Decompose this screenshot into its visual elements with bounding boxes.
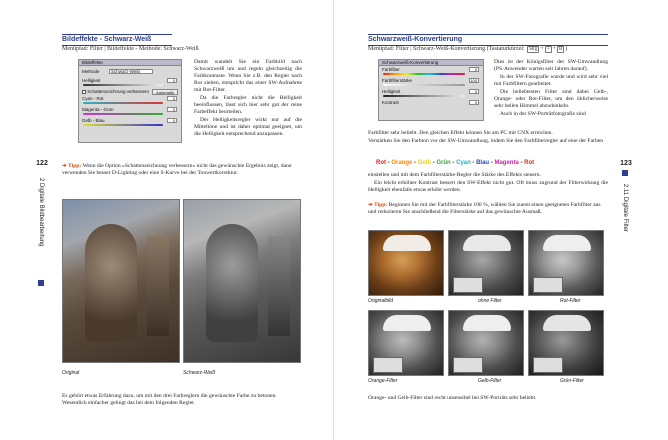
- portrait-green-filter: [528, 310, 604, 376]
- tip-text: Beginnen Sie mit der Farbfilterstärke 100 %, wählen Sie zuerst einen geeigneten Farbfilter aus und reduzieren Sie anschließend die Filterstärke auf das gewünschte Ausmaß.: [368, 202, 601, 215]
- yellow-blue-slider[interactable]: [83, 124, 163, 126]
- row-label: Cyan - Rot: [82, 96, 104, 101]
- chapter-marker: [622, 170, 628, 176]
- bildeffekte-dialog: [78, 59, 182, 143]
- menu-path: Menüpfad: Filter | Schwarz-Weiß-Konvertierung (Tastaturkürzel: Strg + + + B ): [368, 46, 568, 52]
- color-word: Rot: [524, 160, 535, 166]
- portrait-yellow-filter: [448, 310, 524, 376]
- caption: ohne Filter: [478, 298, 502, 304]
- value-box[interactable]: 0: [167, 96, 177, 101]
- paragraph: Farbfilter sehr beliebt. Den gleichen Effekt können Sie am PC mit CNX erreichen.: [368, 130, 553, 136]
- row-label: Farbfilterstärke: [382, 78, 413, 83]
- magenta-green-slider[interactable]: [83, 113, 163, 115]
- key-b: B: [558, 47, 563, 52]
- portrait-original: [368, 230, 444, 296]
- paragraph: einstellen und mit dem Farbfilterstärke-Regler die Stärke des Effekts steuern.: [368, 172, 541, 178]
- row-label: Kontrast: [382, 100, 399, 105]
- color-word: Blau: [476, 160, 490, 166]
- color-word: Grün: [436, 160, 451, 166]
- menu-path-text: Menüpfad: Filter | Schwarz-Weiß-Konvertierung (Tastaturkürzel:: [368, 46, 525, 52]
- caption-original: Original: [62, 370, 80, 376]
- original-photo: [62, 199, 180, 363]
- dialog-title: Schwarzweiß-Konvertierung: [379, 60, 483, 66]
- paragraph: Verstärken Sie den Farbton vor der SW-Umwandlung, indem Sie den Farbfilterregler auf eine der Farben: [368, 138, 604, 144]
- paragraph: Ein leicht erhöhter Kontrast bessert den SW-Effekt nicht gut. Oft muss zugrund der Filterwirkung die Helligkeit ebenfalls etwas erhöht werden.: [368, 180, 608, 193]
- caption-bw: Schwarz-Weiß: [183, 370, 216, 376]
- page-number: 123: [620, 160, 632, 167]
- paragraph: Die beliebtesten Filter sind dabei Gelb-, Orange- oder Rot-Filter, um den üblicherweise sehr hellen Himmel abzudunkeln.: [494, 89, 608, 109]
- paragraph: Dies ist der Königsfilter der SW-Umwandlung (PS-Anwender warten seit Jahren darauf).: [494, 59, 608, 72]
- body-text-2: [368, 172, 608, 195]
- tip-arrow-icon: ➔: [62, 163, 68, 169]
- section-heading: Schwarzweiß-Konvertierung: [368, 34, 608, 46]
- value-box[interactable]: 0: [167, 78, 177, 83]
- paragraph: Auch in der SW-Porträtfotografie sind: [500, 111, 586, 117]
- portrait-orange-filter: [368, 310, 444, 376]
- color-word-line: Rot - Orange - Gelb - Grün - Cyan - Blau - Magenta - Rot: [376, 160, 535, 166]
- tip-block: [368, 202, 608, 216]
- footer-text: Orange- und Gelb-Filter sind recht unsensibel bei SW-Porträts sehr beliebt.: [368, 395, 537, 401]
- value-box[interactable]: 100: [470, 78, 477, 83]
- key-strg: Strg: [529, 47, 538, 52]
- tip-label: Tipp:: [373, 202, 388, 208]
- tip-label: Tipp:: [67, 163, 82, 169]
- row-label: Gelb - Blau: [82, 118, 105, 123]
- color-word: Orange: [391, 160, 413, 166]
- brightness-slider[interactable]: [83, 84, 163, 86]
- dialog-title: Bildeffekte: [79, 60, 181, 66]
- caption: Gelb-Filter: [478, 378, 502, 384]
- auto-button[interactable]: Automatik: [152, 89, 178, 95]
- chapter-marker: [38, 280, 44, 286]
- body-text: [368, 130, 608, 146]
- menu-path: Menüpfad: Filter | Bildeffekte - Methode: Schwarz-Weiß: [62, 46, 199, 52]
- color-word: Magenta: [494, 160, 519, 166]
- caption: Grün-Filter: [560, 378, 584, 384]
- value-box[interactable]: 0: [167, 118, 177, 123]
- section-heading: Bildeffekte - Schwarz-Weiß: [62, 34, 172, 46]
- sw-konvertierung-dialog: [378, 59, 484, 121]
- caption: Originalbild: [368, 298, 394, 304]
- paragraph: Der Helligkeitsregler wirkt nur auf die Mitteltöne und ist daher optimal geeignet, um die Helligkeit entsprechend anzupassen.: [194, 117, 302, 137]
- value-box[interactable]: 0: [469, 100, 479, 105]
- checkbox[interactable]: [82, 90, 86, 94]
- tip-arrow-icon: ➔: [368, 202, 374, 208]
- row-label: Helligkeit: [82, 78, 101, 83]
- tip-block: [62, 163, 302, 177]
- portrait-no-filter: [448, 230, 524, 296]
- method-label: Methode: [82, 69, 100, 74]
- running-head: 2.11 Digitale Filter: [622, 184, 628, 232]
- right-page: [334, 0, 668, 440]
- brightness-slider[interactable]: [383, 95, 465, 97]
- right-margin: [616, 150, 636, 290]
- tip-text: Wenn die Option »Schattenzeichnung verbessern« nicht das gewünschte Ergebnis zeigt, dann verwenden Sie besser D-Lighting oder eine S-Kurve bei der Tonwertkorrektur.: [62, 163, 292, 176]
- page-number: 122: [36, 160, 48, 167]
- bw-photo: [183, 199, 301, 363]
- color-word: Cyan: [456, 160, 471, 166]
- paragraph: In der SW-Fotografie wurde und wird sehr viel mit Farbfiltern gearbeitet.: [494, 74, 608, 87]
- row-label: Magenta - Grün: [82, 107, 114, 112]
- row-label: Schattenzeichnung verbessern: [87, 89, 150, 94]
- portrait-red-filter: [528, 230, 604, 296]
- body-text: [194, 59, 302, 139]
- running-head: 2 Digitale Bildbearbeitung: [38, 178, 44, 247]
- paragraph: Damit wandelt Sie ein Farbbild nach Schwarzweiß um und regeln gleichzeitig die Farbkontraste. Wenn Sie z.B. den Regler nach Rot ziehen, entspricht das einer SW-Aufnahme mit Rot-Filter.: [194, 59, 302, 93]
- color-word: Gelb: [417, 160, 432, 166]
- side-text: [494, 59, 608, 119]
- row-label: Farbfilter: [382, 67, 400, 72]
- row-label: Helligkeit: [382, 89, 401, 94]
- paragraph: Da die Farbregler nicht die Helligkeit beeinflussen, lässt sich hier sehr gut der reine Farbeffekt beurteilen.: [194, 95, 302, 115]
- footer-text: Es gehört etwas Erfahrung dazu, um mit den drei Farbreglern die gewünschte Farbe zu betonen. Wesentlich einfacher gelingt das bei dem folgenden Regler.: [62, 393, 277, 406]
- value-box[interactable]: 0: [469, 89, 479, 94]
- value-box[interactable]: 0: [167, 107, 177, 112]
- cyan-red-slider[interactable]: [83, 102, 163, 104]
- filter-strength-slider[interactable]: [383, 84, 465, 86]
- key-plus: +: [546, 47, 550, 52]
- left-margin: [32, 150, 52, 290]
- caption: Orange-Filter: [368, 378, 398, 384]
- color-word: Rot: [376, 160, 386, 166]
- method-select[interactable]: Schwarz-Weiß: [109, 69, 153, 74]
- caption: Rot-Filter: [560, 298, 581, 304]
- value-box[interactable]: 0: [469, 67, 479, 72]
- color-filter-slider[interactable]: [383, 73, 465, 75]
